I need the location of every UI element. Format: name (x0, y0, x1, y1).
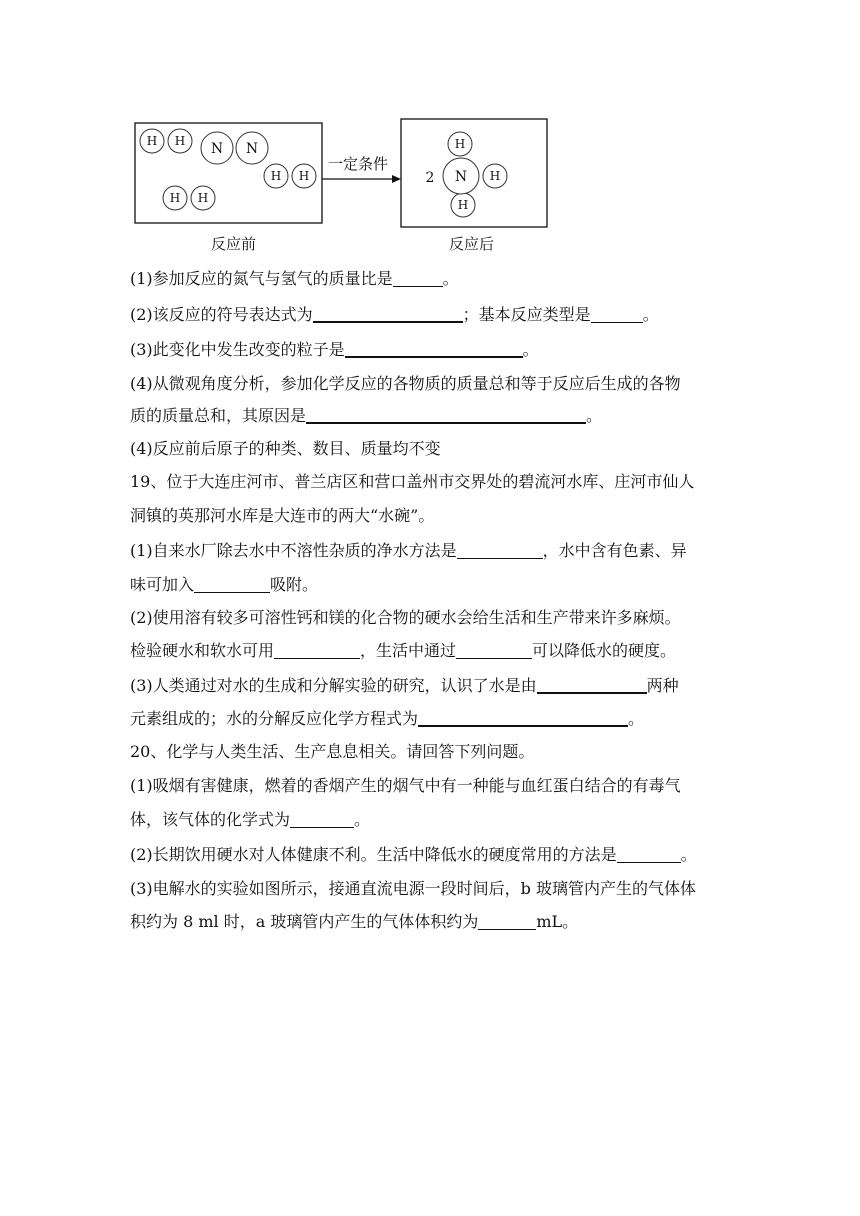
q18-4b-text: 质的质量总和，其原因是 (130, 406, 307, 425)
q20-3b-end: mL。 (536, 912, 579, 931)
q18-3-text: (3)此变化中发生改变的粒子是 (130, 340, 345, 359)
answer-blank[interactable] (457, 542, 543, 559)
svg-text:H: H (454, 137, 466, 151)
answer-blank[interactable] (274, 642, 360, 659)
answer-blank[interactable] (617, 846, 681, 863)
q19-2b (130, 640, 676, 662)
answer-blank[interactable] (418, 709, 628, 727)
reaction-diagram-svg (133, 117, 563, 227)
q18-1-text: (1)参加反应的氮气与氢气的质量比是 (130, 269, 393, 288)
h2-molecule-3 (163, 186, 215, 210)
q18-4b-end: 。 (586, 406, 603, 425)
svg-text:H: H (174, 134, 186, 148)
q20-1b-text: 体，该气体的化学式为 (130, 810, 291, 829)
q19-1b-text: 味可加入 (130, 575, 195, 594)
q19-3a-text: (3)人类通过对水的生成和分解实验的研究，认识了水是由 (130, 676, 537, 695)
svg-text:H: H (457, 198, 469, 212)
answer-blank[interactable] (478, 913, 536, 930)
q20-stem: 20、化学与人类生活、生产息息相关。请回答下列问题。 (130, 742, 535, 761)
q19-2a: (2)使用溶有较多可溶性钙和镁的化合物的硬水会给生活和生产带来许多麻烦。 (130, 608, 681, 627)
q19-1b-end: 吸附。 (270, 575, 319, 594)
answer-blank[interactable] (456, 642, 532, 659)
after-caption: 反应后 (449, 235, 495, 253)
q18-answer: (4)反应前后原子的种类、数目、质量均不变 (130, 439, 441, 458)
q18-3 (130, 339, 539, 361)
q19-2b-text: 检验硬水和软水可用 (130, 641, 275, 660)
q19-stem-b: 洞镇的英那河水库是大连市的两大“水碗”。 (130, 506, 435, 525)
q19-3b-end: 。 (628, 709, 645, 728)
q19-1a-end: ，水中含有色素、异 (542, 541, 687, 560)
q18-2-end: 。 (642, 305, 659, 324)
q18-4b (130, 405, 602, 427)
answer-blank[interactable] (537, 676, 647, 694)
q19-3b-text: 元素组成的；水的分解反应化学方程式为 (130, 709, 419, 728)
q19-1b (130, 574, 318, 596)
svg-text:H: H (270, 169, 282, 183)
q20-3a: (3)电解水的实验如图所示，接通直流电源一段时间后，b 玻璃管内产生的气体体 (130, 879, 696, 898)
svg-text:H: H (298, 169, 310, 183)
q19-2b-end: 可以降低水的硬度。 (532, 641, 677, 660)
q20-3b (130, 911, 578, 933)
q18-3-end: 。 (522, 340, 539, 359)
svg-text:N: N (210, 141, 224, 157)
q18-1 (130, 268, 459, 290)
nh3-molecule (443, 132, 507, 217)
q19-stem-a: 19、位于大连庄河市、普兰店区和营口盖州市交界处的碧流河水库、庄河市仙人 (130, 472, 695, 491)
q19-3b (130, 708, 644, 730)
reaction-arrow-head (392, 175, 401, 183)
answer-blank[interactable] (393, 270, 443, 287)
reaction-diagram (133, 117, 563, 257)
q19-2b-mid: ，生活中通过 (360, 641, 457, 660)
q20-2 (130, 844, 697, 866)
q18-1-end: 。 (442, 269, 459, 288)
q18-4a: (4)从微观角度分析，参加化学反应的各物质的质量总和等于反应后生成的各物 (130, 374, 681, 393)
q19-1a-text: (1)自来水厂除去水中不溶性杂质的净水方法是 (130, 541, 457, 560)
q18-2 (130, 304, 659, 326)
svg-text:H: H (146, 134, 158, 148)
answer-blank[interactable] (194, 576, 270, 593)
answer-blank[interactable] (345, 340, 523, 358)
before-caption: 反应前 (211, 235, 257, 253)
h2-molecule-1 (140, 129, 192, 153)
answer-blank[interactable] (591, 306, 643, 323)
svg-text:N: N (454, 169, 468, 185)
answer-blank[interactable] (306, 406, 586, 424)
q20-2-end: 。 (680, 845, 697, 864)
svg-text:H: H (489, 169, 501, 183)
q20-3b-text: 积约为 8 ml 时，a 玻璃管内产生的气体体积约为 (130, 912, 479, 931)
coefficient: 2 (425, 170, 435, 186)
q18-2-text: (2)该反应的符号表达式为 (130, 305, 313, 324)
q20-1a: (1)吸烟有害健康，燃着的香烟产生的烟气中有一种能与血红蛋白结合的有毒气 (130, 776, 681, 795)
answer-blank[interactable] (290, 811, 354, 828)
n2-molecule (201, 132, 268, 164)
q19-1a (130, 540, 687, 562)
answer-blank[interactable] (313, 305, 463, 323)
svg-text:N: N (245, 141, 259, 157)
q20-2-text: (2)长期饮用硬水对人体健康不利。生活中降低水的硬度常用的方法是 (130, 845, 617, 864)
svg-text:H: H (197, 191, 209, 205)
arrow-label: 一定条件 (327, 155, 389, 173)
q18-2-mid: ；基本反应类型是 (462, 305, 591, 324)
svg-text:H: H (169, 191, 181, 205)
q19-3a-end: 两种 (646, 676, 679, 695)
q19-3a (130, 675, 679, 697)
q20-1b (130, 809, 370, 831)
q20-1b-end: 。 (354, 810, 371, 829)
h2-molecule-2 (264, 164, 316, 188)
